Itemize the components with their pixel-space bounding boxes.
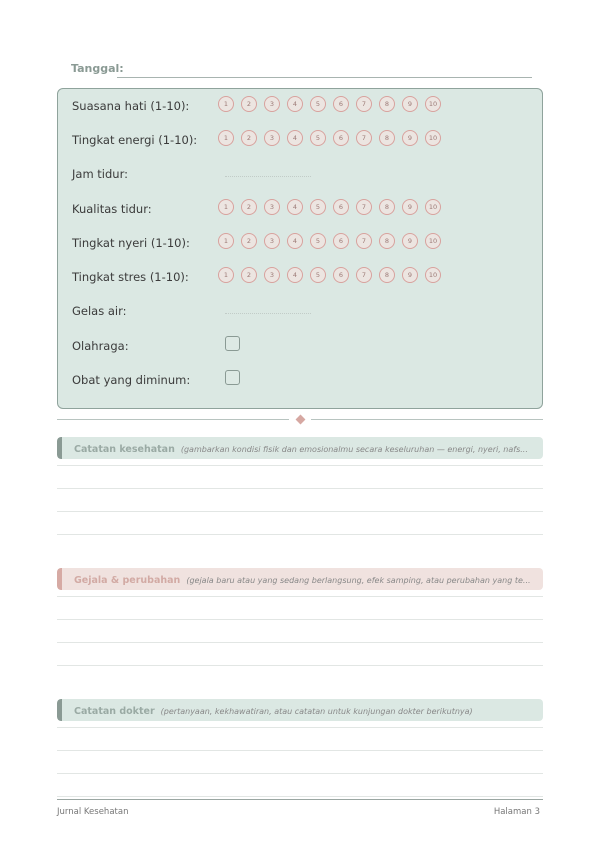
rating-circle-9[interactable]: 9 [402,96,418,112]
rating-circle-2[interactable]: 2 [241,130,257,146]
writing-line[interactable] [57,488,543,489]
rating-circle-5[interactable]: 5 [310,96,326,112]
rating-circle-2[interactable]: 2 [241,199,257,215]
rating-circle-1[interactable]: 1 [218,96,234,112]
rating-circle-8[interactable]: 8 [379,199,395,215]
rating-circle-8[interactable]: 8 [379,267,395,283]
rating-circle-3[interactable]: 3 [264,233,280,249]
notes-section [57,437,543,459]
rating-circle-7[interactable]: 7 [356,96,372,112]
rating-circle-9[interactable]: 9 [402,130,418,146]
divider-line-right [311,419,543,420]
fill-in-line[interactable] [225,176,311,177]
rating-circle-9[interactable]: 9 [402,233,418,249]
date-input-line[interactable] [117,77,532,78]
rating-circle-10[interactable]: 10 [425,130,441,146]
rating-circle-1[interactable]: 1 [218,130,234,146]
fill-in-line[interactable] [225,313,311,314]
tracker-row-label: Olahraga: [72,339,129,353]
rating-circle-5[interactable]: 5 [310,130,326,146]
rating-circle-7[interactable]: 7 [356,130,372,146]
divider-line-left [57,419,289,420]
rating-circle-4[interactable]: 4 [287,267,303,283]
writing-line[interactable] [57,642,543,643]
writing-line[interactable] [57,727,543,728]
rating-circle-6[interactable]: 6 [333,96,349,112]
tracker-row-label: Tingkat nyeri (1-10): [72,236,190,250]
notes-section [57,699,543,721]
rating-circle-4[interactable]: 4 [287,233,303,249]
section-subtitle: (gejala baru atau yang sedang berlangsung, efek samping, atau perubahan yang te... [186,576,531,585]
writing-line[interactable] [57,534,543,535]
writing-line[interactable] [57,796,543,797]
notes-section [57,568,543,590]
section-header [57,568,543,590]
rating-circle-8[interactable]: 8 [379,96,395,112]
tracker-row [72,370,532,390]
rating-circle-5[interactable]: 5 [310,199,326,215]
rating-circle-7[interactable]: 7 [356,233,372,249]
rating-circle-8[interactable]: 8 [379,233,395,249]
section-accent-bar [57,437,62,459]
rating-circle-4[interactable]: 4 [287,199,303,215]
rating-circle-6[interactable]: 6 [333,267,349,283]
rating-circle-1[interactable]: 1 [218,233,234,249]
tracker-row [72,199,532,219]
diamond-icon [296,414,306,424]
rating-circle-3[interactable]: 3 [264,199,280,215]
rating-circle-5[interactable]: 5 [310,267,326,283]
rating-circle-4[interactable]: 4 [287,96,303,112]
rating-circle-6[interactable]: 6 [333,233,349,249]
rating-circle-3[interactable]: 3 [264,96,280,112]
tracker-row [72,164,532,184]
rating-circle-1[interactable]: 1 [218,267,234,283]
rating-circle-9[interactable]: 9 [402,199,418,215]
footer-page-number: Halaman 3 [493,807,540,817]
rating-circle-9[interactable]: 9 [402,267,418,283]
tracker-row-label: Kualitas tidur: [72,202,152,216]
rating-circle-10[interactable]: 10 [425,233,441,249]
date-label: Tanggal: [71,62,124,75]
checkbox[interactable] [225,336,240,351]
rating-circle-6[interactable]: 6 [333,199,349,215]
writing-line[interactable] [57,619,543,620]
tracker-row-label: Jam tidur: [72,167,128,181]
tracker-row-label: Tingkat energi (1-10): [72,133,198,147]
writing-line[interactable] [57,465,543,466]
section-title: Catatan kesehatan [74,444,175,455]
section-subtitle: (gambarkan kondisi fisik dan emosionalmu secara keseluruhan — energi, nyeri, nafs... [180,445,528,454]
section-title: Catatan dokter [74,706,155,717]
tracker-row [72,267,532,287]
date-row [71,62,532,78]
section-accent-bar [57,699,62,721]
rating-circle-2[interactable]: 2 [241,96,257,112]
writing-line[interactable] [57,665,543,666]
section-divider [57,419,543,421]
section-accent-bar [57,568,62,590]
tracker-row [72,130,532,150]
writing-line[interactable] [57,773,543,774]
daily-tracker-panel [57,88,543,409]
rating-circle-5[interactable]: 5 [310,233,326,249]
rating-circle-1[interactable]: 1 [218,199,234,215]
tracker-row [72,96,532,116]
rating-circle-10[interactable]: 10 [425,267,441,283]
rating-circle-3[interactable]: 3 [264,130,280,146]
section-header [57,699,543,721]
rating-circle-2[interactable]: 2 [241,233,257,249]
tracker-row [72,301,532,321]
tracker-row [72,233,532,253]
rating-circle-10[interactable]: 10 [425,199,441,215]
rating-circle-7[interactable]: 7 [356,267,372,283]
rating-circle-7[interactable]: 7 [356,199,372,215]
rating-circle-4[interactable]: 4 [287,130,303,146]
footer-rule [57,799,543,800]
rating-circle-10[interactable]: 10 [425,96,441,112]
rating-circle-8[interactable]: 8 [379,130,395,146]
tracker-row-label: Obat yang diminum: [72,373,191,387]
rating-circle-2[interactable]: 2 [241,267,257,283]
tracker-row-label: Suasana hati (1-10): [72,99,190,113]
writing-line[interactable] [57,750,543,751]
rating-circle-6[interactable]: 6 [333,130,349,146]
section-title: Gejala & perubahan [74,575,181,586]
tracker-row [72,336,532,356]
writing-line[interactable] [57,596,543,597]
writing-line[interactable] [57,511,543,512]
tracker-row-label: Tingkat stres (1-10): [72,270,189,284]
footer-journal-title: Jurnal Kesehatan [57,807,129,817]
checkbox[interactable] [225,370,240,385]
section-subtitle: (pertanyaan, kekhawatiran, atau catatan untuk kunjungan dokter berikutnya) [160,707,473,716]
section-header [57,437,543,459]
rating-circle-3[interactable]: 3 [264,267,280,283]
tracker-row-label: Gelas air: [72,304,127,318]
